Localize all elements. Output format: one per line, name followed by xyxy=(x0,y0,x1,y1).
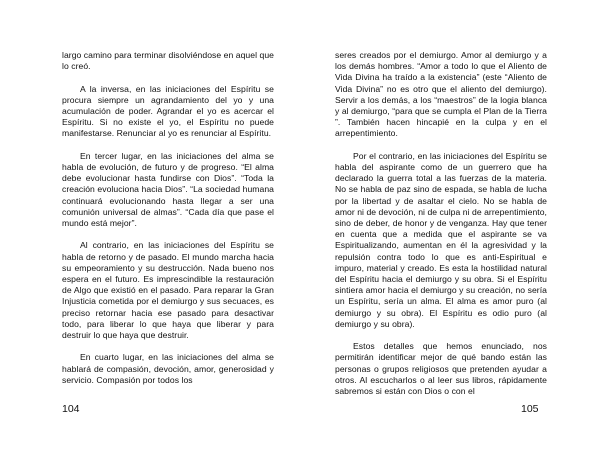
right-paragraph-1: seres creados por el demiurgo. Amor al demiurgo y a los demás hombres. “Amor a todo lo que el Aliento de Vida Divina ha traído a la existencia” (este “Aliento de Vida Divina” no es otro que el aliento del demiurgo). Servir a los demás, a los “maestros” de la logia blanca y al demiurgo, “para que se cumpla el Plan de la Tierra ”. También hacen hincapié en la culpa y en el arrepentimiento. xyxy=(335,50,547,139)
left-page-number: 104 xyxy=(62,403,80,415)
left-paragraph-3: En tercer lugar, en las iniciaciones del alma se habla de evolución, de futuro y de progreso. “El alma debe evolucionar hasta fundirse con Dios”. “Toda la creación evoluciona hacia Dios”. “La sociedad humana continuará evolucionando hasta llegar a ser una comunión universal de almas”. “Cada día que pase el mundo está mejor”. xyxy=(62,150,274,229)
right-page xyxy=(335,50,547,397)
left-paragraph-5: En cuarto lugar, en las iniciaciones del alma se hablará de compasión, devoción, amor, generosidad y servicio. Compasión por todos los xyxy=(62,352,274,385)
left-paragraph-2: A la inversa, en las iniciaciones del Espíritu se procura siempre un agrandamiento del yo y una acumulación de poder. Agrandar el yo es acercar el Espíritu. Si no existe el yo, el Espíritu no puede manifestarse. Renunciar al yo es renunciar al Espíritu. xyxy=(62,83,274,139)
left-paragraph-4: Al contrario, en las iniciaciones del Espíritu se habla de retorno y de pasado. El mundo marcha hacia su empeoramiento y su destrucción. Nada bueno nos espera en el futuro. Es imprescindible la restauración de Algo que existió en el pasado. Para reparar la Gran Injusticia cometida por el demiurgo y sus secuaces, es preciso retornar hacia ese pasado para desactivar todo, para liberar lo que haya que liberar y para destruir lo que haya que destruir. xyxy=(62,240,274,341)
left-page xyxy=(62,50,274,386)
right-page-number: 105 xyxy=(521,403,539,415)
left-paragraph-1: largo camino para terminar disolviéndose en aquel que lo creó. xyxy=(62,50,274,72)
right-paragraph-2: Por el contrario, en las iniciaciones del Espíritu se habla del aspirante como de un guerrero que ha declarado la guerra total a las fuerzas de la materia. No se habla de paz sino de espada, se habla de lucha por la libertad y de asaltar el cielo. No se habla de amor ni de devoción, ni de culpa ni de arrepentimiento, sino de deber, de honor y de venganza. Hay que tener en cuenta que a medida que el aspirante se va Espiritualizando, aumentan en él la agresividad y la repulsión contra todo lo que es anti-Espiritual e impuro, material y creado. Es esta la hostilidad natural del Espíritu hacia el demiurgo y su obra. Si el Espíritu sintiera amor hacia el demiurgo y su creación, no sería un Espíritu, sería un alma. El alma es amor puro (al demiurgo y su obra). El Espíritu es odio puro (al demiurgo y su obra). xyxy=(335,150,547,329)
right-paragraph-3: Estos detalles que hemos enunciado, nos permitirán identificar mejor de qué bando están las personas o grupos religiosos que pretenden ayudar a otros. Al escucharlos o al leer sus libros, rápidamente sabremos si están con Dios o con el xyxy=(335,341,547,397)
